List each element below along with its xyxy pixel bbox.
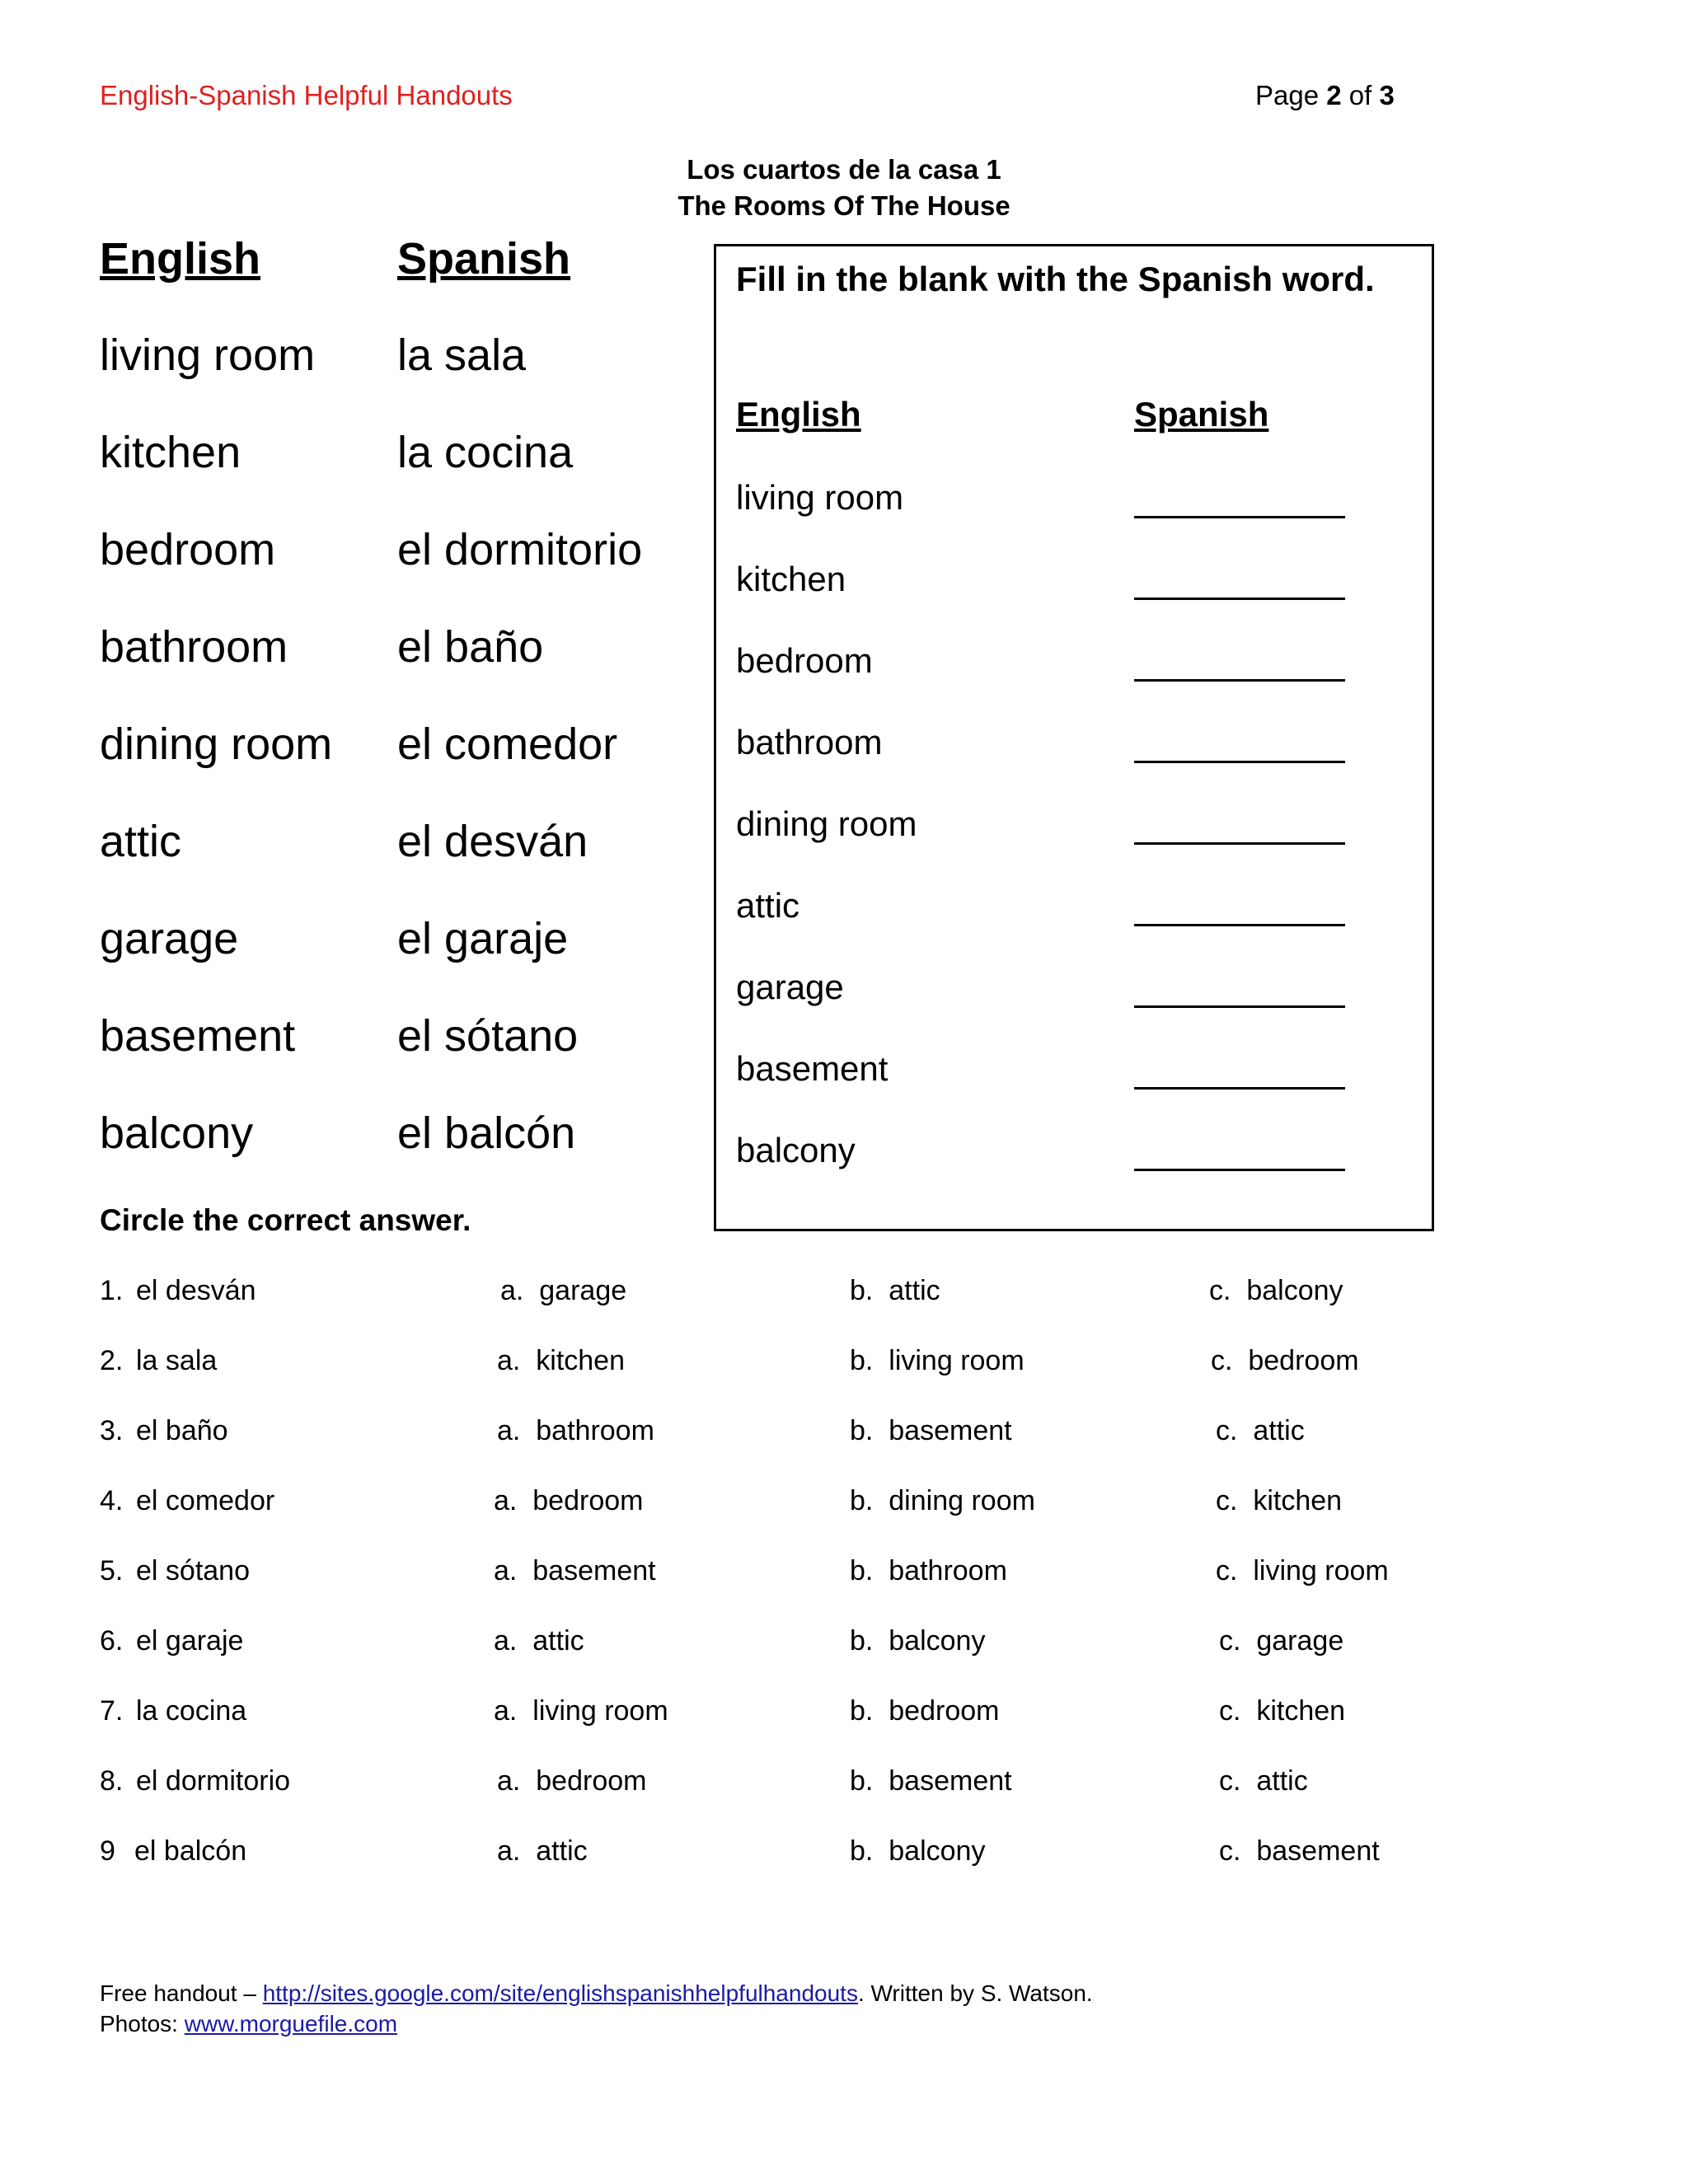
- option-a-text: living room: [532, 1695, 668, 1727]
- vocab-es-word: el desván: [397, 817, 588, 866]
- question-number: 8.: [100, 1765, 124, 1797]
- vocab-es-word: el baño: [397, 622, 544, 672]
- option-b-text: balcony: [889, 1835, 986, 1867]
- vocab-en-word: basement: [100, 1011, 296, 1061]
- option-b-text: basement: [889, 1765, 1012, 1797]
- option-c-text: living room: [1253, 1555, 1389, 1586]
- option-a-text: basement: [532, 1555, 656, 1586]
- option-a[interactable]: [494, 1555, 656, 1587]
- answer-blank[interactable]: [1134, 516, 1345, 518]
- question-word: el sótano: [136, 1555, 250, 1586]
- option-a[interactable]: [497, 1765, 646, 1797]
- option-b[interactable]: [850, 1555, 1007, 1587]
- option-a-text: bedroom: [532, 1485, 644, 1516]
- option-c-label: c.: [1216, 1485, 1238, 1516]
- question-number: 7.: [100, 1695, 124, 1727]
- vocab-es-word: el balcón: [397, 1108, 576, 1158]
- vocab-spanish-header: Spanish: [397, 234, 571, 284]
- option-b[interactable]: [850, 1485, 1035, 1517]
- page-current: 2: [1326, 80, 1342, 110]
- option-b[interactable]: [850, 1415, 1012, 1447]
- option-c[interactable]: [1219, 1695, 1345, 1727]
- answer-blank[interactable]: [1134, 1169, 1345, 1171]
- vocab-es-word: el garaje: [397, 914, 569, 963]
- fill-english-word: bedroom: [736, 641, 873, 680]
- question-word: el desván: [136, 1275, 256, 1306]
- option-b-text: living room: [889, 1345, 1025, 1376]
- option-a[interactable]: [494, 1625, 584, 1657]
- option-a-label: a.: [500, 1275, 524, 1306]
- option-b[interactable]: [850, 1625, 985, 1657]
- option-b-label: b.: [850, 1275, 874, 1306]
- answer-blank[interactable]: [1134, 924, 1345, 926]
- option-b[interactable]: [850, 1765, 1012, 1797]
- fill-english-header: English: [736, 395, 861, 434]
- vocab-en-word: attic: [100, 817, 182, 866]
- option-c-label: c.: [1209, 1275, 1231, 1306]
- option-b-label: b.: [850, 1415, 874, 1446]
- answer-blank[interactable]: [1134, 1005, 1345, 1008]
- option-c-label: c.: [1216, 1415, 1238, 1446]
- option-c-label: c.: [1219, 1765, 1241, 1797]
- option-a-text: attic: [536, 1835, 588, 1867]
- option-a-label: a.: [497, 1345, 521, 1376]
- question-number: 3.: [100, 1415, 124, 1446]
- vocab-es-word: la sala: [397, 330, 527, 380]
- question-word: el baño: [136, 1415, 228, 1446]
- option-c-label: c.: [1216, 1555, 1238, 1586]
- option-c[interactable]: [1219, 1625, 1343, 1657]
- question-word: el comedor: [136, 1485, 275, 1516]
- option-c[interactable]: [1216, 1415, 1305, 1447]
- vocab-es-word: el dormitorio: [397, 525, 643, 574]
- option-b[interactable]: [850, 1275, 940, 1307]
- option-a-text: bedroom: [536, 1765, 647, 1797]
- option-b-label: b.: [850, 1485, 874, 1516]
- question-number: 6.: [100, 1625, 124, 1657]
- option-c-text: garage: [1256, 1625, 1344, 1657]
- option-a[interactable]: [494, 1485, 643, 1517]
- fill-english-word: garage: [736, 968, 844, 1006]
- option-b-label: b.: [850, 1695, 874, 1727]
- page-of: of: [1341, 80, 1380, 110]
- option-b-text: attic: [889, 1275, 940, 1306]
- option-c[interactable]: [1219, 1765, 1308, 1797]
- option-b[interactable]: [850, 1695, 999, 1727]
- photos-prefix: Photos:: [100, 2011, 185, 2036]
- option-a-text: attic: [532, 1625, 584, 1657]
- option-a[interactable]: [497, 1415, 654, 1447]
- option-a-text: garage: [539, 1275, 627, 1306]
- vocab-en-word: dining room: [100, 719, 333, 769]
- option-c-label: c.: [1219, 1835, 1241, 1867]
- fill-english-word: kitchen: [736, 560, 846, 598]
- circle-instruction: Circle the correct answer.: [100, 1203, 471, 1237]
- option-a[interactable]: [500, 1275, 626, 1307]
- fill-spanish-header: Spanish: [1134, 395, 1269, 434]
- fill-instruction: Fill in the blank with the Spanish word.: [736, 260, 1375, 298]
- morguefile-link[interactable]: www.morguefile.com: [184, 2011, 398, 2036]
- answer-blank[interactable]: [1134, 598, 1345, 600]
- option-b-text: bedroom: [889, 1695, 1000, 1727]
- vocab-en-word: balcony: [100, 1108, 254, 1158]
- answer-blank[interactable]: [1134, 761, 1345, 763]
- option-a-label: a.: [494, 1555, 518, 1586]
- option-b-label: b.: [850, 1835, 874, 1867]
- fill-english-word: living room: [736, 478, 904, 517]
- handout-site-link[interactable]: http://sites.google.com/site/englishspanishhelpfulhandouts: [262, 1980, 858, 2006]
- option-a-label: a.: [497, 1765, 521, 1797]
- option-a-label: a.: [497, 1835, 521, 1867]
- option-b-text: balcony: [889, 1625, 986, 1657]
- option-c-text: balcony: [1246, 1275, 1343, 1306]
- vocab-es-word: la cocina: [397, 428, 574, 477]
- option-c[interactable]: [1209, 1275, 1343, 1307]
- option-b[interactable]: [850, 1835, 985, 1868]
- vocab-es-word: el sótano: [397, 1011, 579, 1061]
- option-a[interactable]: [494, 1695, 668, 1727]
- question-number: 4.: [100, 1485, 124, 1516]
- option-a[interactable]: [497, 1345, 625, 1377]
- option-b-label: b.: [850, 1345, 874, 1376]
- fill-english-word: attic: [736, 886, 800, 925]
- fill-english-word: basement: [736, 1049, 889, 1088]
- vocab-es-word: el comedor: [397, 719, 618, 769]
- option-a-label: a.: [497, 1415, 521, 1446]
- option-c[interactable]: [1211, 1345, 1359, 1377]
- option-c-text: basement: [1256, 1835, 1380, 1867]
- footer-suffix: . Written by S. Watson.: [857, 1980, 1093, 2006]
- option-b-label: b.: [850, 1765, 874, 1797]
- option-c-text: bedroom: [1248, 1345, 1359, 1376]
- fill-english-word: dining room: [736, 804, 917, 843]
- option-c-text: attic: [1253, 1415, 1305, 1446]
- footer-prefix: Free handout –: [100, 1980, 263, 2006]
- answer-blank[interactable]: [1134, 679, 1345, 682]
- option-c-text: kitchen: [1256, 1695, 1346, 1727]
- question-word: el balcón: [134, 1835, 247, 1867]
- option-a-label: a.: [494, 1485, 518, 1516]
- vocab-english-header: English: [100, 234, 261, 284]
- vocab-en-word: kitchen: [100, 428, 241, 477]
- question-word: la cocina: [136, 1695, 247, 1727]
- title-line1: Los cuartos de la casa 1: [687, 154, 1001, 185]
- footer-credit: [100, 1980, 1093, 2007]
- answer-blank[interactable]: [1134, 1087, 1345, 1090]
- vocab-en-word: living room: [100, 330, 316, 380]
- option-b-text: basement: [889, 1415, 1012, 1446]
- question-number: 9: [100, 1835, 115, 1867]
- option-b-label: b.: [850, 1625, 874, 1657]
- option-c-label: c.: [1219, 1625, 1241, 1657]
- page-prefix: Page: [1255, 80, 1327, 110]
- question-number: 5.: [100, 1555, 124, 1586]
- option-c[interactable]: [1219, 1835, 1380, 1868]
- option-a[interactable]: [497, 1835, 588, 1868]
- vocab-en-word: bedroom: [100, 525, 276, 574]
- title-spanish: [0, 154, 1688, 185]
- fill-english-word: balcony: [736, 1131, 856, 1169]
- question-number: 1.: [100, 1275, 124, 1306]
- page-number: [1255, 80, 1395, 111]
- page-total: 3: [1379, 80, 1395, 110]
- question-number: 2.: [100, 1345, 124, 1376]
- option-c[interactable]: [1216, 1555, 1389, 1587]
- option-b[interactable]: [850, 1345, 1025, 1377]
- site-title: English-Spanish Helpful Handouts: [100, 80, 513, 110]
- option-c-text: kitchen: [1253, 1485, 1343, 1516]
- option-b-text: dining room: [889, 1485, 1035, 1516]
- option-b-label: b.: [850, 1555, 874, 1586]
- option-a-label: a.: [494, 1695, 518, 1727]
- footer-photos: [100, 2011, 397, 2037]
- option-a-text: bathroom: [536, 1415, 654, 1446]
- title-english: [0, 190, 1688, 222]
- vocab-en-word: garage: [100, 914, 239, 963]
- question-word: el garaje: [136, 1625, 244, 1657]
- option-b-text: bathroom: [889, 1555, 1007, 1586]
- option-c-text: attic: [1256, 1765, 1308, 1797]
- option-c[interactable]: [1216, 1485, 1342, 1517]
- question-word: el dormitorio: [136, 1765, 291, 1797]
- answer-blank[interactable]: [1134, 842, 1345, 845]
- option-a-label: a.: [494, 1625, 518, 1657]
- option-c-label: c.: [1219, 1695, 1241, 1727]
- question-word: la sala: [136, 1345, 218, 1376]
- fill-english-word: bathroom: [736, 723, 883, 762]
- vocab-en-word: bathroom: [100, 622, 288, 672]
- option-c-label: c.: [1211, 1345, 1233, 1376]
- option-a-text: kitchen: [536, 1345, 625, 1376]
- title-line2: The Rooms Of The House: [678, 190, 1010, 221]
